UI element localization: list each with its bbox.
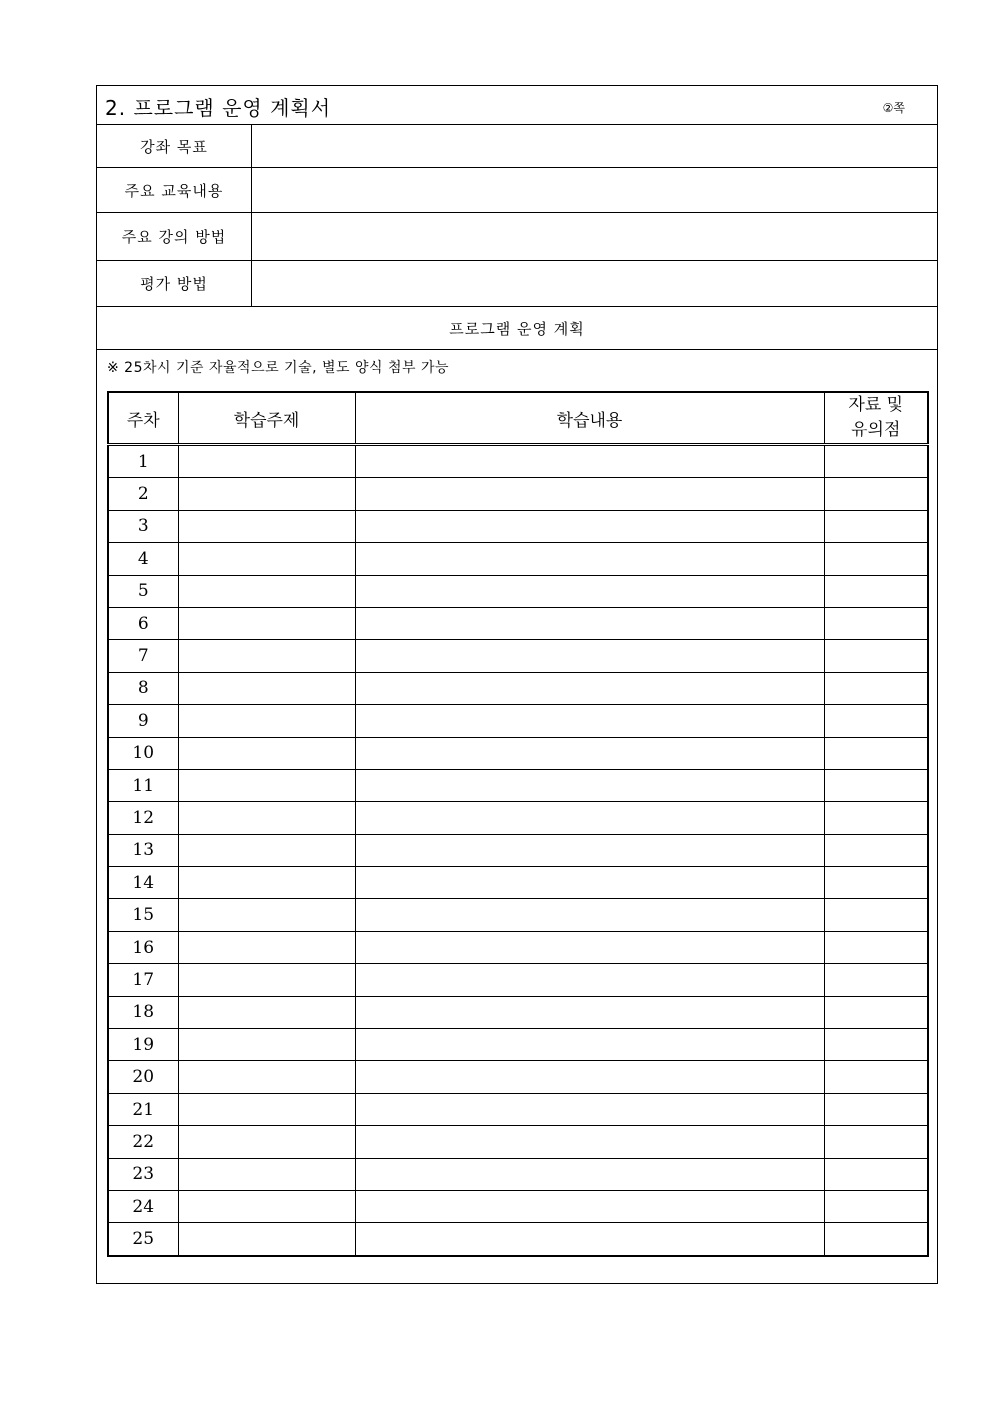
topic-cell[interactable] (178, 834, 355, 866)
table-row (108, 1158, 928, 1190)
table-row (108, 575, 928, 607)
plan-note: ※ 25차시 기준 자율적으로 기술, 별도 양식 첨부 가능 (107, 360, 450, 376)
table-row (108, 867, 928, 899)
materials-cell[interactable] (824, 899, 928, 931)
content-cell[interactable] (355, 867, 824, 899)
topic-cell[interactable] (178, 1061, 355, 1093)
content-cell[interactable] (355, 640, 824, 672)
topic-cell[interactable] (178, 607, 355, 639)
content-cell[interactable] (355, 931, 824, 963)
materials-cell[interactable] (824, 510, 928, 542)
week-number-cell: 12 (108, 802, 178, 834)
table-row (108, 1093, 928, 1125)
table-row (108, 899, 928, 931)
content-cell[interactable] (355, 607, 824, 639)
table-row (108, 543, 928, 575)
week-number-cell: 17 (108, 964, 178, 996)
content-cell[interactable] (355, 1126, 824, 1158)
topic-cell[interactable] (178, 445, 355, 478)
week-number-cell: 14 (108, 867, 178, 899)
content-cell[interactable] (355, 672, 824, 704)
week-number-cell: 21 (108, 1093, 178, 1125)
week-rows (108, 445, 928, 1256)
materials-cell[interactable] (824, 1126, 928, 1158)
teaching-method-field[interactable] (252, 213, 937, 260)
table-row (108, 445, 928, 478)
topic-cell[interactable] (178, 575, 355, 607)
week-number-cell: 7 (108, 640, 178, 672)
materials-cell[interactable] (824, 1158, 928, 1190)
form-title: 2. 프로그램 운영 계획서 (105, 96, 332, 120)
materials-cell[interactable] (824, 543, 928, 575)
topic-cell[interactable] (178, 899, 355, 931)
content-cell[interactable] (355, 1061, 824, 1093)
table-row (108, 1061, 928, 1093)
table-row (108, 931, 928, 963)
materials-cell[interactable] (824, 996, 928, 1028)
content-cell[interactable] (355, 737, 824, 769)
main-content-label: 주요 교육내용 (97, 168, 252, 212)
table-row (108, 996, 928, 1028)
info-row-main-content (97, 168, 937, 213)
materials-cell[interactable] (824, 640, 928, 672)
week-number-cell: 16 (108, 931, 178, 963)
content-cell[interactable] (355, 575, 824, 607)
materials-cell[interactable] (824, 802, 928, 834)
week-number-cell: 4 (108, 543, 178, 575)
week-number-cell: 24 (108, 1190, 178, 1222)
materials-cell[interactable] (824, 931, 928, 963)
table-row (108, 737, 928, 769)
evaluation-method-field[interactable] (252, 261, 937, 306)
weekly-plan-table (107, 391, 929, 1257)
materials-cell[interactable] (824, 1223, 928, 1256)
topic-cell[interactable] (178, 705, 355, 737)
table-row (108, 510, 928, 542)
table-row (108, 640, 928, 672)
materials-cell[interactable] (824, 834, 928, 866)
topic-cell[interactable] (178, 996, 355, 1028)
evaluation-method-label: 평가 방법 (97, 261, 252, 306)
program-plan-form (96, 85, 938, 1284)
week-number-cell: 18 (108, 996, 178, 1028)
content-header: 학습내용 (355, 392, 824, 445)
content-cell[interactable] (355, 1190, 824, 1222)
content-cell[interactable] (355, 769, 824, 801)
materials-cell[interactable] (824, 575, 928, 607)
info-row-course-goal (97, 125, 937, 168)
topic-cell[interactable] (178, 543, 355, 575)
topic-cell[interactable] (178, 867, 355, 899)
materials-cell[interactable] (824, 478, 928, 510)
course-goal-label: 강좌 목표 (97, 125, 252, 167)
content-cell[interactable] (355, 478, 824, 510)
table-header-row (108, 392, 928, 445)
week-number-cell: 19 (108, 1029, 178, 1061)
teaching-method-label: 주요 강의 방법 (97, 213, 252, 260)
main-content-field[interactable] (252, 168, 937, 212)
topic-cell[interactable] (178, 1223, 355, 1256)
week-number-cell: 20 (108, 1061, 178, 1093)
topic-cell[interactable] (178, 1126, 355, 1158)
week-number-cell: 8 (108, 672, 178, 704)
page-number-mark: ②쪽 (882, 101, 905, 115)
content-cell[interactable] (355, 834, 824, 866)
materials-cell[interactable] (824, 769, 928, 801)
plan-heading: 프로그램 운영 계획 (97, 307, 937, 350)
materials-cell[interactable] (824, 964, 928, 996)
topic-cell[interactable] (178, 931, 355, 963)
table-row (108, 834, 928, 866)
topic-header: 학습주제 (178, 392, 355, 445)
week-number-cell: 10 (108, 737, 178, 769)
topic-cell[interactable] (178, 802, 355, 834)
content-cell[interactable] (355, 445, 824, 478)
table-row (108, 672, 928, 704)
content-cell[interactable] (355, 1093, 824, 1125)
materials-cell[interactable] (824, 867, 928, 899)
week-number-cell: 22 (108, 1126, 178, 1158)
table-row (108, 964, 928, 996)
content-cell[interactable] (355, 964, 824, 996)
materials-cell[interactable] (824, 672, 928, 704)
week-number-cell: 9 (108, 705, 178, 737)
table-row (108, 1029, 928, 1061)
content-cell[interactable] (355, 705, 824, 737)
table-row (108, 478, 928, 510)
content-cell[interactable] (355, 899, 824, 931)
week-number-cell: 2 (108, 478, 178, 510)
topic-cell[interactable] (178, 1190, 355, 1222)
topic-cell[interactable] (178, 769, 355, 801)
content-cell[interactable] (355, 510, 824, 542)
materials-cell[interactable] (824, 607, 928, 639)
topic-cell[interactable] (178, 1029, 355, 1061)
table-row (108, 705, 928, 737)
materials-cell[interactable] (824, 737, 928, 769)
materials-cell[interactable] (824, 1093, 928, 1125)
materials-cell[interactable] (824, 1029, 928, 1061)
week-number-cell: 15 (108, 899, 178, 931)
content-cell[interactable] (355, 1029, 824, 1061)
week-number-cell: 23 (108, 1158, 178, 1190)
info-row-evaluation-method (97, 261, 937, 307)
week-number-cell: 11 (108, 769, 178, 801)
week-number-cell: 13 (108, 834, 178, 866)
table-row (108, 1190, 928, 1222)
form-title-row (97, 86, 937, 125)
week-number-cell: 5 (108, 575, 178, 607)
week-number-cell: 1 (108, 445, 178, 478)
topic-cell[interactable] (178, 510, 355, 542)
content-cell[interactable] (355, 996, 824, 1028)
week-number-cell: 6 (108, 607, 178, 639)
materials-cell[interactable] (824, 445, 928, 478)
info-row-teaching-method (97, 213, 937, 261)
content-cell[interactable] (355, 1223, 824, 1256)
week-number-cell: 3 (108, 510, 178, 542)
materials-cell[interactable] (824, 705, 928, 737)
content-cell[interactable] (355, 1158, 824, 1190)
table-row (108, 802, 928, 834)
materials-header (824, 392, 928, 445)
topic-cell[interactable] (178, 964, 355, 996)
table-row (108, 607, 928, 639)
content-cell[interactable] (355, 802, 824, 834)
topic-cell[interactable] (178, 672, 355, 704)
materials-header-line1: 자료 및 (848, 395, 904, 415)
table-row (108, 1223, 928, 1256)
table-row (108, 769, 928, 801)
week-number-cell: 25 (108, 1223, 178, 1256)
table-row (108, 1126, 928, 1158)
materials-cell[interactable] (824, 1061, 928, 1093)
materials-header-line2: 유의점 (851, 420, 901, 440)
topic-cell[interactable] (178, 1158, 355, 1190)
topic-cell[interactable] (178, 737, 355, 769)
content-cell[interactable] (355, 543, 824, 575)
materials-cell[interactable] (824, 1190, 928, 1222)
topic-cell[interactable] (178, 478, 355, 510)
topic-cell[interactable] (178, 1093, 355, 1125)
course-goal-field[interactable] (252, 125, 937, 167)
week-header: 주차 (108, 392, 178, 445)
topic-cell[interactable] (178, 640, 355, 672)
